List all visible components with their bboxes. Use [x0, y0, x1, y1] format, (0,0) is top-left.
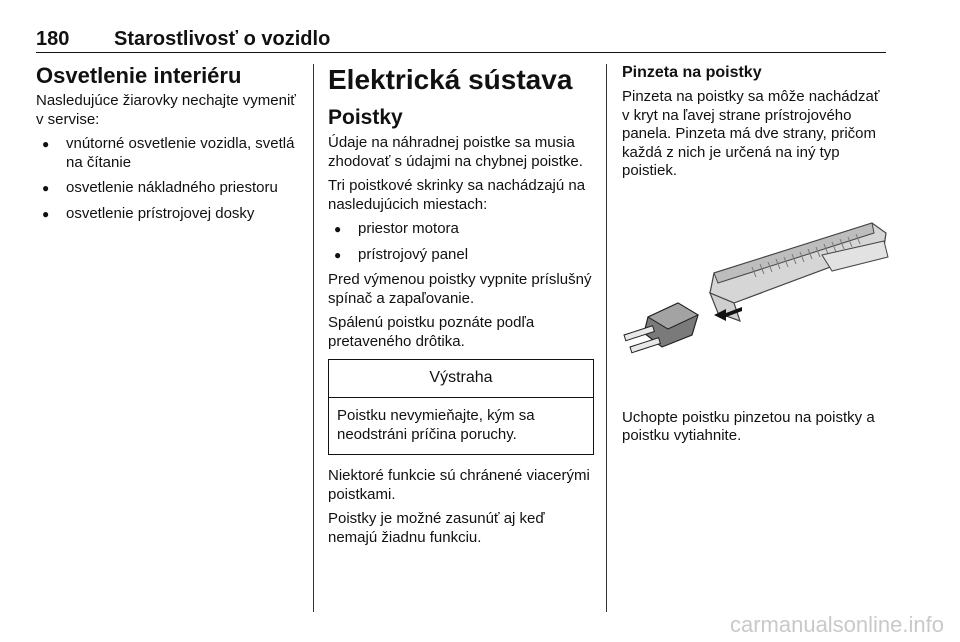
paragraph: Poistky je možné zasunúť aj keď nemajú žiadnu funkciu.	[328, 510, 545, 546]
warning-body: Poistku nevymieňajte, kým sa neodstráni príčina poruchy.	[337, 407, 535, 443]
bulb-list	[36, 135, 298, 223]
warning-title: Výstraha	[329, 360, 593, 398]
list-item: ● osvetlenie prístrojovej dosky	[36, 205, 298, 224]
list-item: ● vnútorné osvetlenie vozidla, svetlá na čítanie	[36, 135, 298, 172]
fuse-puller-illustration-icon	[622, 211, 890, 381]
paragraph: Niektoré funkcie sú chránené viacerými poistkami.	[328, 467, 590, 503]
section-heading-fuse-puller: Pinzeta na poistky	[622, 64, 762, 81]
column-divider	[313, 64, 314, 612]
subheading-fuses: Poistky	[328, 106, 403, 129]
fuse-box-list	[328, 220, 594, 264]
running-title: Starostlivosť o vozidlo	[114, 28, 331, 50]
column-right	[622, 62, 890, 452]
intro-paragraph: Nasledujúce žiarovky nechajte vymeniť v servise:	[36, 92, 296, 128]
list-item: ● priestor motora	[328, 220, 594, 239]
paragraph: Spálenú poistku poznáte podľa pretaveného drôtika.	[328, 314, 535, 350]
figure-caption: Uchopte poistku pinzetou na poistky a poistku vytiahnite.	[622, 408, 875, 444]
paragraph: Pred výmenou poistky vypnite príslušný spínač a zapaľovanie.	[328, 271, 592, 307]
column-middle	[328, 62, 594, 553]
paragraph: Údaje na náhradnej poistke sa musia zhodovať s údajmi na chybnej poistke.	[328, 134, 583, 170]
section-heading-electrical: Elektrická sústava	[328, 64, 573, 95]
list-item: ● osvetlenie nákladného priestoru	[36, 179, 298, 198]
column-divider	[606, 64, 607, 612]
warning-box	[328, 359, 594, 455]
section-heading-interior-lighting: Osvetlenie interiéru	[36, 63, 242, 88]
column-left	[36, 62, 298, 230]
list-item: ● prístrojový panel	[328, 246, 594, 265]
paragraph: Pinzeta na poistky sa môže nachádzať v kryt na ľavej strane prístrojového panela. Pinzeta má dve strany, pričom každá z nich je určená na iný typ poistiek.	[622, 88, 880, 179]
paragraph: Tri poistkové skrinky sa nachádzajú na nasledujúcich miestach:	[328, 177, 586, 213]
page-number: 180	[36, 28, 70, 50]
watermark: carmanualsonline.info	[729, 612, 944, 637]
page-header	[36, 28, 886, 53]
